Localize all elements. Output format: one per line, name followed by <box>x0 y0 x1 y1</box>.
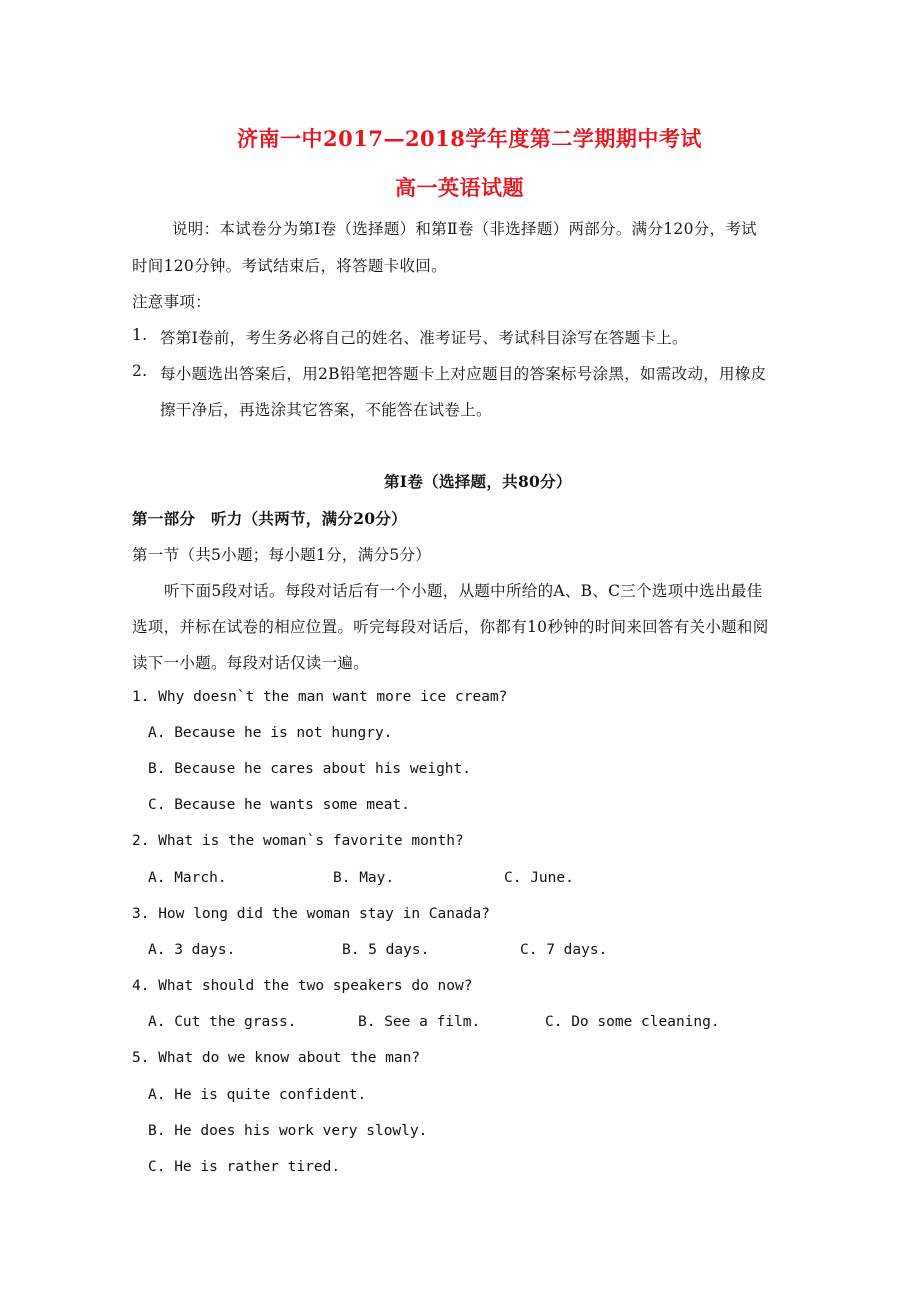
question-3-option-a: A. 3 days. <box>148 942 236 958</box>
directions-line-1: 听下面5段对话。每段对话后有一个小题，从题中所给的A、B、C三个选项中选出最佳 <box>164 582 763 600</box>
exam-title: 济南一中2017—2018学年度第二学期期中考试 <box>237 126 702 151</box>
note-1: 答第Ⅰ卷前，考生务必将自己的姓名、准考证号、考试科目涂写在答题卡上。 <box>160 329 688 347</box>
note-2-number: 2. <box>132 362 148 380</box>
question-3-option-c: C. 7 days. <box>520 942 608 958</box>
question-1-option-b: B. Because he cares about his weight. <box>148 761 472 777</box>
sub-section-title: 第一节（共5小题；每小题1分，满分5分） <box>132 546 432 564</box>
directions-line-3: 读下一小题。每段对话仅读一遍。 <box>132 654 370 672</box>
part-title: 第一部分 听力（共两节，满分20分） <box>132 509 407 528</box>
question-1: 1. Why doesn`t the man want more ice cream? <box>132 689 508 705</box>
question-5: 5. What do we know about the man? <box>132 1050 421 1066</box>
question-4-option-a: A. Cut the grass. <box>148 1014 297 1030</box>
question-4-option-b: B. See a film. <box>358 1014 481 1030</box>
question-1-option-a: A. Because he is not hungry. <box>148 725 393 741</box>
question-2-option-a: A. March. <box>148 870 227 886</box>
question-2-option-c: C. June. <box>504 870 574 886</box>
note-1-number: 1. <box>132 326 148 344</box>
instructions-line-1: 说明：本试卷分为第Ⅰ卷（选择题）和第Ⅱ卷（非选择题）两部分。满分120分，考试 <box>172 220 757 238</box>
question-2-option-b: B. May. <box>333 870 395 886</box>
question-5-option-c: C. He is rather tired. <box>148 1159 341 1175</box>
exam-subtitle: 高一英语试题 <box>395 175 524 200</box>
instructions-line-2: 时间120分钟。考试结束后，将答题卡收回。 <box>132 257 447 275</box>
note-2-line-2: 擦干净后，再选涂其它答案，不能答在试卷上。 <box>160 401 492 419</box>
question-5-option-a: A. He is quite confident. <box>148 1087 367 1103</box>
question-3-option-b: B. 5 days. <box>342 942 430 958</box>
question-4: 4. What should the two speakers do now? <box>132 978 473 994</box>
notes-heading: 注意事项： <box>132 293 212 311</box>
question-1-option-c: C. Because he wants some meat. <box>148 797 410 813</box>
question-3: 3. How long did the woman stay in Canada? <box>132 906 490 922</box>
question-5-option-b: B. He does his work very slowly. <box>148 1123 428 1139</box>
question-2: 2. What is the woman`s favorite month? <box>132 833 464 849</box>
volume-title: 第Ⅰ卷（选择题，共80分） <box>384 472 572 491</box>
note-2-line-1: 每小题选出答案后，用2B铅笔把答题卡上对应题目的答案标号涂黑，如需改动，用橡皮 <box>160 365 767 383</box>
question-4-option-c: C. Do some cleaning. <box>545 1014 720 1030</box>
directions-line-2: 选项，并标在试卷的相应位置。听完每段对话后，你都有10秒钟的时间来回答有关小题和阅 <box>132 618 769 636</box>
